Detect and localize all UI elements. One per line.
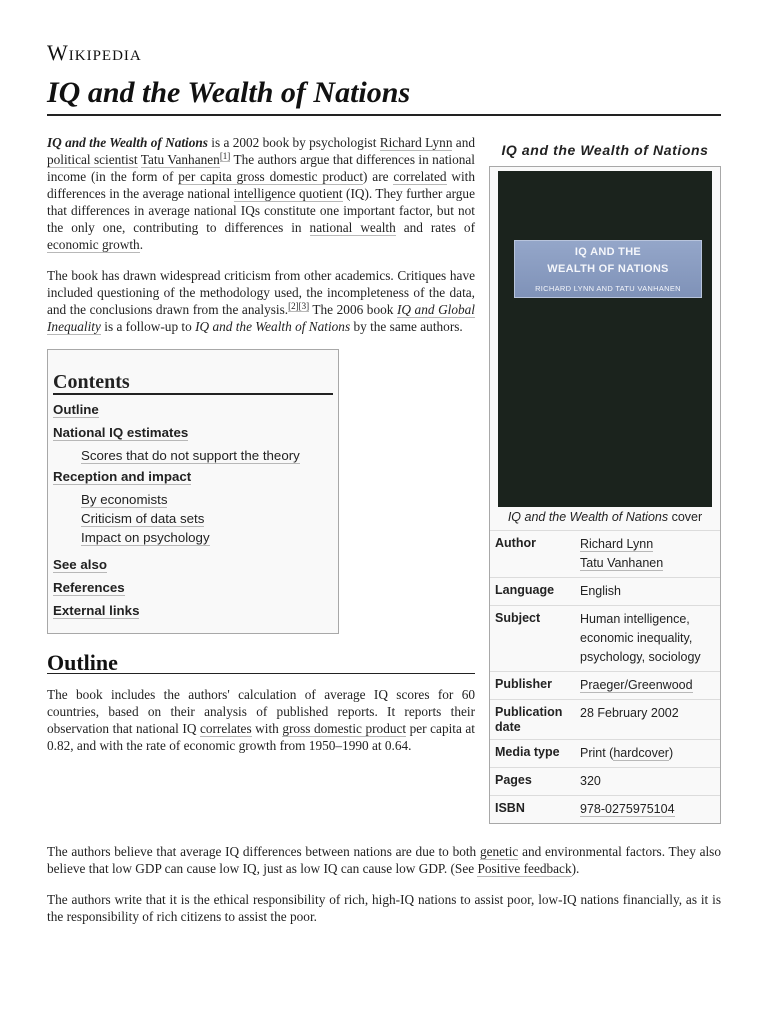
article-title-em: IQ and the Wealth of Nations [47, 135, 208, 150]
link-national-wealth[interactable]: national wealth [309, 220, 396, 235]
infobox-row-subject: Subject Human intelligence, economic inequality, psychology, sociology [490, 606, 720, 672]
toc-item-references[interactable]: References [53, 580, 125, 595]
toc-item-outline[interactable]: Outline [53, 402, 99, 417]
infobox-link-publisher[interactable]: Praeger/Greenwood [580, 678, 693, 692]
infobox-link-richard-lynn[interactable]: Richard Lynn [580, 537, 654, 551]
infobox-row-publication-date: Publication date 28 February 2002 [490, 700, 720, 740]
infobox-row-isbn: ISBN 978-0275975104 [490, 796, 720, 824]
infobox-link-tatu-vanhanen[interactable]: Tatu Vanhanen [580, 556, 664, 570]
wikipedia-wordmark[interactable]: Wikipedia [47, 40, 142, 65]
table-of-contents [47, 349, 339, 634]
reference-2[interactable]: [2] [288, 300, 299, 311]
link-intelligence-quotient[interactable]: intelligence quotient [233, 186, 343, 201]
infobox-container [489, 141, 721, 824]
toc-item-criticism-of-data-sets[interactable]: Criticism of data sets [81, 511, 205, 526]
reference-1[interactable]: [1] [219, 150, 231, 161]
infobox-link-hardcover[interactable]: hardcover [613, 746, 669, 760]
reference-3[interactable]: [3] [298, 300, 310, 311]
infobox-row-language: Language English [490, 578, 720, 606]
toc-heading: Contents [53, 374, 333, 395]
toc-item-reception-and-impact[interactable]: Reception and impact [53, 469, 192, 484]
infobox-row-author: Author Richard Lynn Tatu Vanhanen [490, 531, 720, 578]
link-tatu-vanhanen[interactable]: Tatu Vanhanen [140, 152, 220, 167]
infobox-row-publisher: Publisher Praeger/Greenwood [490, 672, 720, 700]
intro-paragraph-2: The book has drawn widespread criticism from other academics. Critiques have included questioning of the methodology used, the incompleteness of the data, and the conclusions drawn from the analysis.[2][3] The 2006 book IQ and Global Inequality is a follow-up to IQ and the Wealth of Nations by the same authors. [47, 268, 476, 334]
link-correlates[interactable]: correlates [199, 721, 252, 736]
book-cover-image[interactable] [498, 171, 712, 507]
link-gross-domestic-product[interactable]: gross domestic product [282, 721, 407, 736]
intro-paragraph-1: IQ and the Wealth of Nations is a 2002 book by psychologist Richard Lynn and political scientist Tatu Vanhanen[1] The authors argue that differences in national income (in the form of per capita gross domestic product) are correlated with differences in the average national intelligence quotient (IQ). They further argue that differences in average national IQs constitute one important factor, but not the only one, contributing to differences in national wealth and rates of economic growth. [47, 135, 476, 252]
cover-caption: IQ and the Wealth of Nations cover [507, 510, 703, 524]
toc-item-impact-on-psychology[interactable]: Impact on psychology [81, 530, 210, 545]
infobox-row-media-type: Media type Print (hardcover) [490, 740, 720, 768]
article-body-wide [47, 843, 721, 925]
link-richard-lynn[interactable]: Richard Lynn [379, 135, 453, 150]
infobox-link-isbn[interactable]: 978-0275975104 [580, 802, 675, 816]
infobox-title: IQ and the Wealth of Nations [501, 142, 709, 158]
link-per-capita-gdp[interactable]: per capita gross domestic product [178, 169, 364, 184]
infobox-table [490, 530, 720, 823]
cover-authors: RICHARD LYNN AND TATU VANHANEN [535, 284, 681, 293]
link-political-scientist[interactable]: political scientist [47, 152, 138, 167]
cover-title-line-2: WEALTH OF NATIONS [547, 263, 669, 275]
toc-item-see-also[interactable]: See also [53, 557, 107, 572]
outline-paragraph-1: The book includes the authors' calculation of average IQ scores for 60 countries, based on their analysis of published reports. It reports their observation that national IQ correlates with gross domestic product per capita at 0.82, and with the rate of economic growth from 1950–1990 at 0.64. [47, 687, 476, 753]
link-economic-growth[interactable]: economic growth [47, 237, 140, 252]
cover-title-line-1: IQ AND THE [574, 246, 642, 258]
toc-item-scores-not-supporting[interactable]: Scores that do not support the theory [81, 448, 300, 463]
toc-item-external-links[interactable]: External links [53, 603, 140, 618]
infobox [489, 166, 721, 824]
infobox-row-pages: Pages 320 [490, 768, 720, 796]
link-correlated[interactable]: correlated [393, 169, 447, 184]
outline-paragraph-3: The authors write that it is the ethical responsibility of rich, high-IQ nations to assist poor, low-IQ nations financially, as it is the responsibility of rich citizens to assist the poor. [47, 892, 721, 924]
article-body [47, 134, 475, 768]
outline-paragraph-2: The authors believe that average IQ differences between nations are due to both genetic and environmental factors. They also believe that low GDP can cause low IQ, just as low IQ can cause low GDP. (See Positive feedback). [47, 844, 721, 876]
outline-heading: Outline [47, 654, 475, 674]
toc-item-by-economists[interactable]: By economists [81, 492, 168, 507]
toc-item-national-iq-estimates[interactable]: National IQ estimates [53, 425, 189, 440]
link-positive-feedback[interactable]: Positive feedback [477, 861, 572, 876]
link-iq-and-global-inequality[interactable]: IQ and Global Inequality [47, 302, 476, 334]
page-title: IQ and the Wealth of Nations [47, 76, 721, 116]
link-genetic[interactable]: genetic [479, 844, 519, 859]
cover-title-band [514, 240, 702, 298]
